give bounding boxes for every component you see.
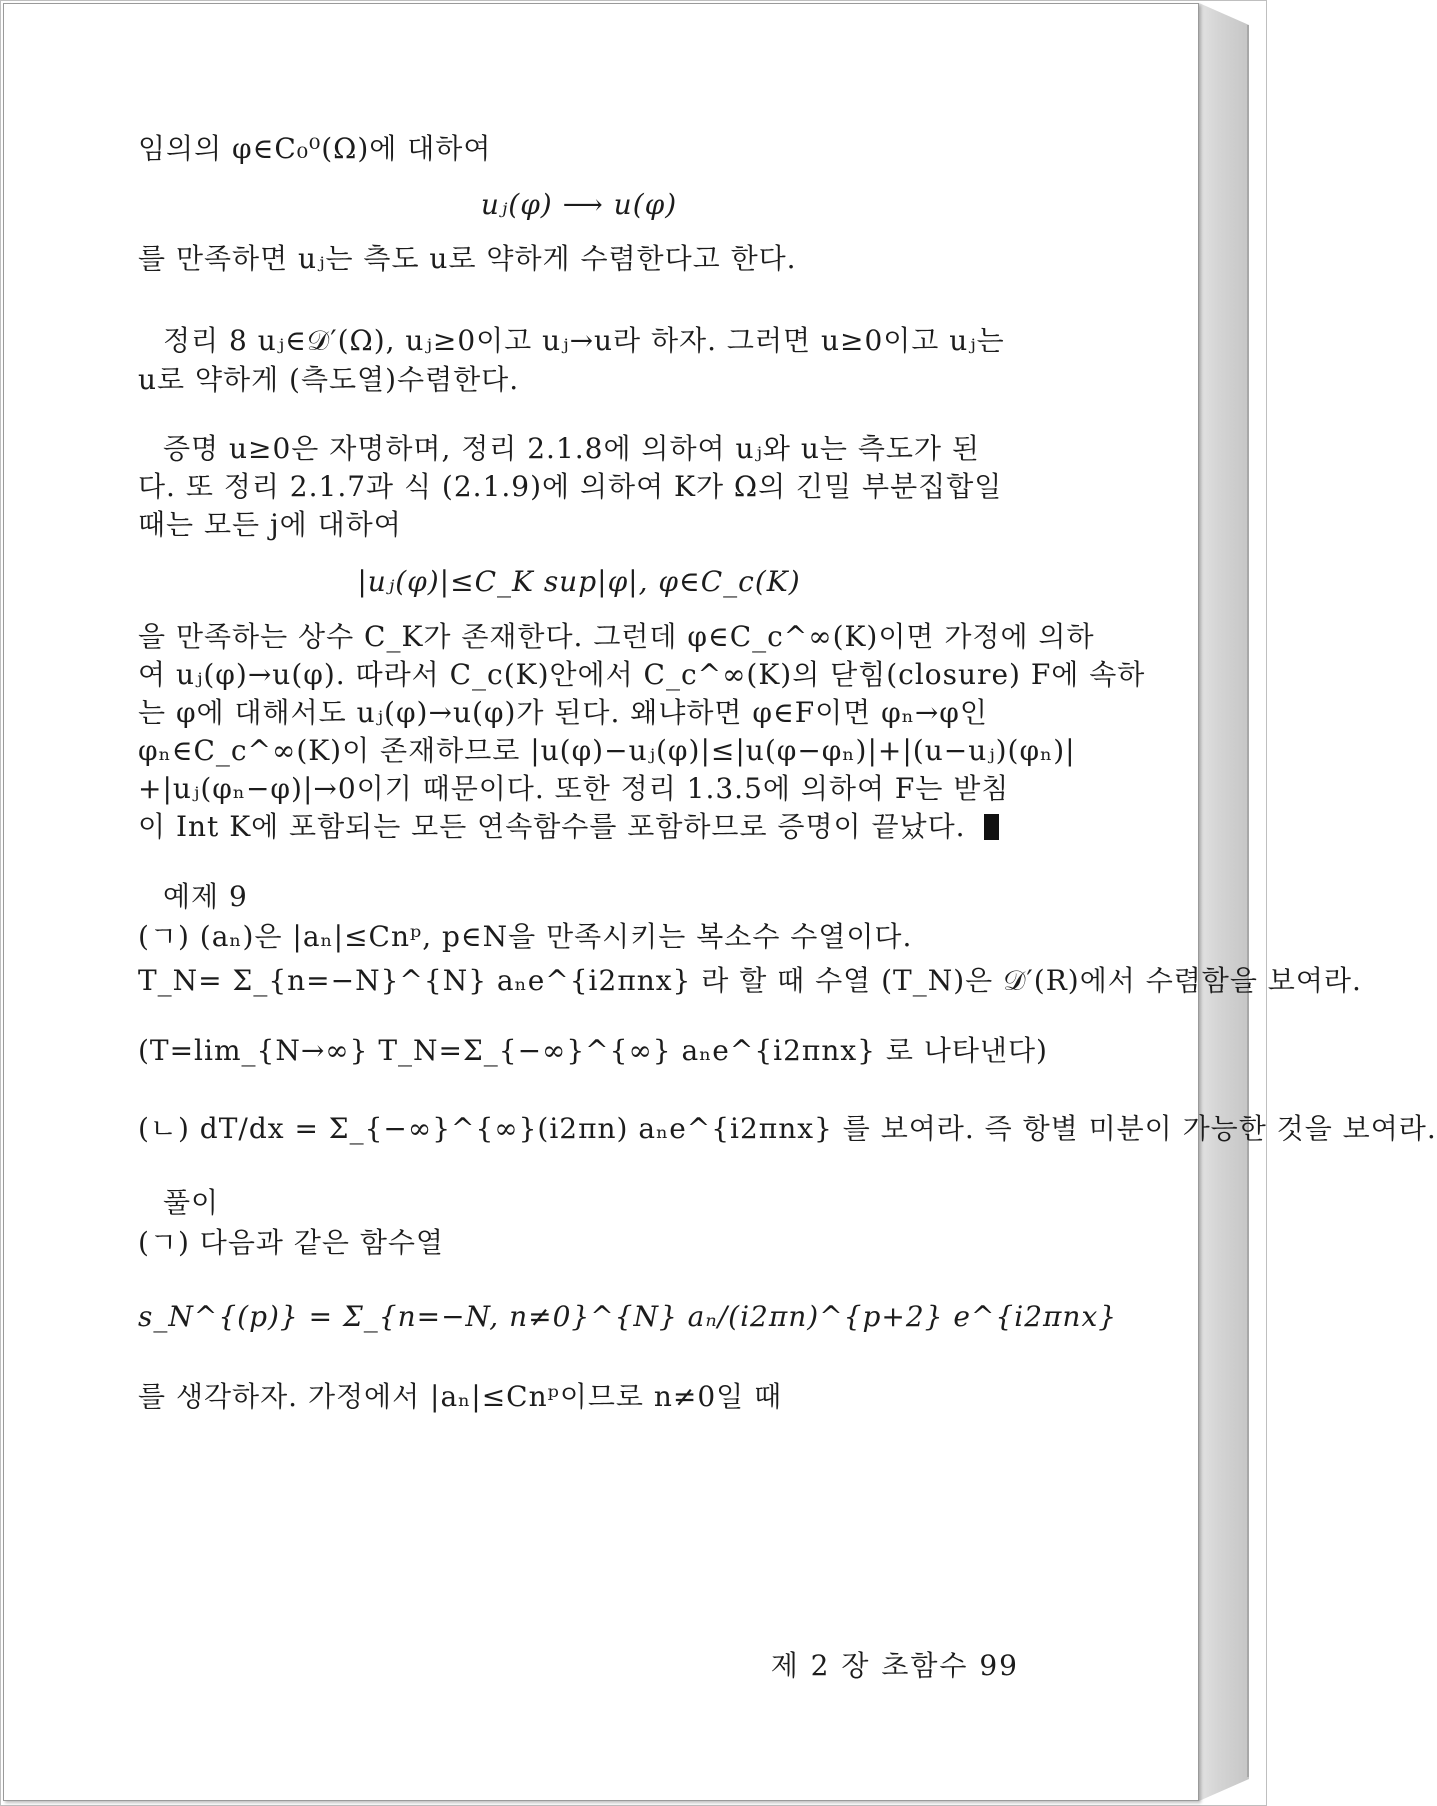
book-page-edge-line (1247, 25, 1249, 1777)
page-footer: 제 2 장 초함수 99 (770, 1649, 1019, 1682)
proof-line-6: 는 φ에 대해서도 uⱼ(φ)→u(φ)가 된다. 왜냐하면 φ∈F이면 φₙ→φ인 (138, 696, 988, 729)
text-line-3: 를 만족하면 uⱼ는 측도 u로 약하게 수렴한다고 한다. (138, 242, 797, 275)
proof-line-8: +|uⱼ(φₙ−φ)|→0이기 때문이다. 또한 정리 1.3.5에 의하여 F는 받침 (138, 772, 1010, 805)
example-9-heading: 예제 9 (163, 880, 248, 913)
theorem-8-line-1: 정리 8 uⱼ∈𝒟′(Ω), uⱼ≥0이고 uⱼ→u라 하자. 그러면 u≥0이고 uⱼ는 (163, 324, 1005, 357)
proof-line-3: 때는 모든 j에 대하여 (138, 508, 402, 541)
formula-function-sequence: s_N^{(p)} = Σ_{n=−N, n≠0}^{N} aₙ/(i2πn)^{p+2} e^{i2πnx} (138, 1300, 1118, 1333)
proof-line-9 (138, 810, 999, 844)
book-page-edge (1199, 3, 1249, 1801)
proof-line-7: φₙ∈C_c^∞(K)이 존재하므로 |u(φ)−uⱼ(φ)|≤|u(φ−φₙ)|+|(u−uⱼ)(φₙ)| (138, 734, 1076, 767)
text-line-1: 임의의 φ∈C₀⁰(Ω)에 대하여 (138, 132, 492, 165)
solution-heading: 풀이 (163, 1186, 220, 1219)
example-9-part-a: (ㄱ) (aₙ)은 |aₙ|≤Cnᵖ, p∈N을 만족시키는 복소수 수열이다. (138, 920, 913, 953)
proof-line-1: 증명 u≥0은 자명하며, 정리 2.1.8에 의하여 uⱼ와 u는 측도가 된 (163, 432, 980, 465)
qed-mark (984, 814, 999, 840)
proof-line-5: 여 uⱼ(φ)→u(φ). 따라서 C_c(K)안에서 C_c^∞(K)의 닫힘(closure) F에 속하 (138, 658, 1146, 691)
formula-convergence: uⱼ(φ) ⟶ u(φ) (480, 188, 678, 221)
proof-line-9-text: 이 Int K에 포함되는 모든 연속함수를 포함하므로 증명이 끝났다. (138, 810, 966, 843)
proof-line-2: 다. 또 정리 2.1.7과 식 (2.1.9)에 의하여 K가 Ω의 긴밀 부분집합일 (138, 470, 1003, 503)
formula-bound: |uⱼ(φ)|≤C_K sup|φ|, φ∈C_c(K) (357, 565, 801, 598)
formula-series-limit: (T=lim_{N→∞} T_N=Σ_{−∞}^{∞} aₙe^{i2πnx} 로 나타낸다) (138, 1034, 1048, 1067)
solution-part-a: (ㄱ) 다음과 같은 함수열 (138, 1226, 444, 1259)
example-9-series-definition: T_N= Σ_{n=−N}^{N} aₙe^{i2πnx} 라 할 때 수열 (T_N)은 𝒟′(R)에서 수렴함을 보여라. (138, 964, 1362, 997)
solution-line-2: 를 생각하자. 가정에서 |aₙ|≤Cnᵖ이므로 n≠0일 때 (138, 1380, 783, 1413)
theorem-8-line-2: u로 약하게 (측도열)수렴한다. (138, 363, 520, 396)
example-9-part-b: (ㄴ) dT/dx = Σ_{−∞}^{∞}(i2πn) aₙe^{i2πnx} 를 보여라. 즉 항별 미분이 가능한 것을 보여라. (138, 1112, 1437, 1145)
proof-line-4: 을 만족하는 상수 C_K가 존재한다. 그런데 φ∈C_c^∞(K)이면 가정에 의하 (138, 620, 1095, 653)
